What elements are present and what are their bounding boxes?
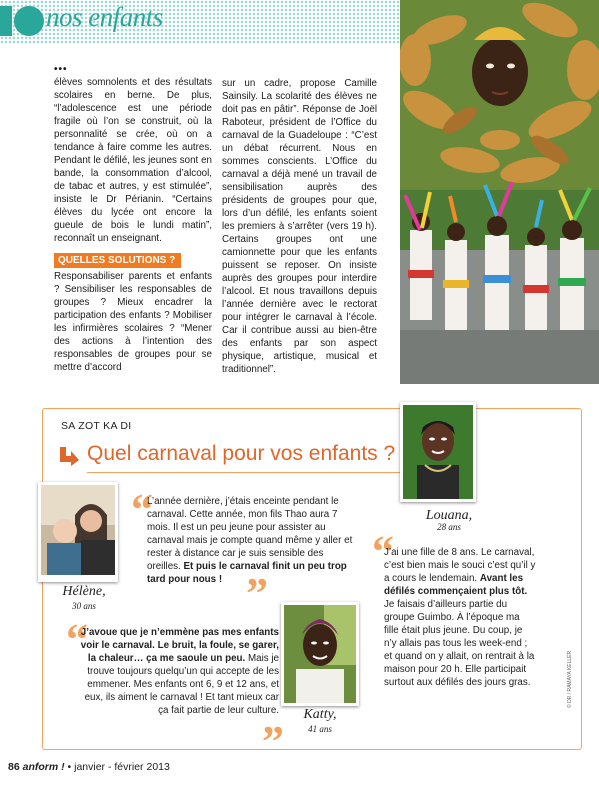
katty-portrait xyxy=(284,605,356,703)
louana-portrait xyxy=(403,405,473,499)
box-title: Quel carnaval pour vos enfants ? xyxy=(87,442,396,465)
quote-highlight: Et puis le carnaval finit un peu trop tard pour nous ! xyxy=(147,561,347,585)
person-age: 41 ans xyxy=(308,724,332,734)
article-paragraph: élèves somnolents et des résultats scolaires en berne. De plus, “l’adolescence est une période fragile où l’on se construit, où la personnalité se crée, où on a tendance à faire comme les autres. Pendant le défilé, les jeunes sont en bande, la consommation d’alcool, de tabac et autres, y est stimulée”, insiste le Dr Périanin. “Certains élèves du lycée ont encore la gueule de bois le lundi matin”, reconnaît un enseignant. xyxy=(54,77,212,244)
continuation-mark: ••• xyxy=(54,64,68,75)
quote-text: Mais je trouve toujours quelqu’un qui accepte de les emmener. Mes enfants ont 6, 9 et 12 ans, et eux, ils aiment le carnaval ! Et tant mieux car ça fait partie de leur culture. xyxy=(84,653,279,716)
page-footer xyxy=(8,761,170,773)
person-age: 28 ans xyxy=(437,522,461,532)
section-title: nos enfants xyxy=(46,2,163,32)
katty-photo xyxy=(281,602,359,706)
quote-highlight: Avant les défilés commençaient plus tôt. xyxy=(384,573,528,597)
arrow-down-right-icon xyxy=(57,445,81,467)
close-quote-mark: ” xyxy=(262,717,284,766)
helene-portrait xyxy=(41,485,115,575)
article-column-1 xyxy=(54,64,212,374)
header-accent-circle xyxy=(14,6,44,36)
louana-quote xyxy=(384,546,536,689)
issue-date: • janvier - février 2013 xyxy=(67,761,170,773)
quote-highlight: J’avoue que je n’emmène pas mes enfants voir le carnaval. Le bruit, la foule, se garer, la chaleur… ça me saoule un peu. xyxy=(80,627,279,664)
louana-photo xyxy=(400,402,476,502)
close-quote-mark: ” xyxy=(246,569,268,618)
article-paragraph: sur un cadre, propose Camille Sainsily. La scolarité des élèves ne doit pas en pâtir”. Réponse de Joël Raboteur, président de l’Office du carnaval de la Guadeloupe : “C’est un débat récurrent. Nous en sommes conscients. L’Office du carnaval a déjà mené un travail de sensibilisation auprès des présidents de groupes pour que, lors d’un défilé, les enfants soient les premiers à s’arrêter (vers 19 h). Certains groupes ont une camionnette pour que les enfants puissent se reposer. On insiste auprès des groupes pour interdire l’alcool. Et nous travaillons depuis l’année dernière avec le rectorat pour intégrer le carnaval à l’école. Car il contribue aussi au bien-être des enfants par son aspect physique, artistique, musical et traditionnel”. xyxy=(222,78,377,375)
person-name: Hélène, xyxy=(62,584,106,599)
person-age: 30 ans xyxy=(72,601,96,611)
photo-credit: © DR / RAMAYA KELLER xyxy=(567,650,573,708)
open-quote-mark: “ xyxy=(66,615,88,664)
open-quote-mark: “ xyxy=(372,527,394,576)
quote-text: J’ai une fille de 8 ans. Le carnaval, c’est bien mais le souci c’est qu’il y a cours le lendemain. xyxy=(384,547,536,584)
title-divider xyxy=(87,472,425,473)
section-heading: QUELLES SOLUTIONS ? xyxy=(54,253,181,268)
katty-quote xyxy=(74,626,279,717)
person-name: Louana, xyxy=(425,508,473,523)
quote-text: L’année dernière, j’étais enceinte pendant le carnaval. Cette année, mon fils Thao aura 7 mois. Il est un peu jeune pour assister au carnaval mais je compte quand même y aller et rester à distance car je suis sensible des oreilles. xyxy=(147,496,353,572)
carnival-photo-illustration xyxy=(400,0,599,384)
article-paragraph: Responsabiliser parents et enfants ? Sensibiliser les responsables de groupes ? Mieux encadrer la participation des enfants ? Mobiliser les infirmières scolaires ? “Mener des actions à l’intention des responsables de groupes pour se mettre d’accord xyxy=(54,271,212,373)
carnival-photo xyxy=(400,0,599,384)
magazine-brand: anform ! xyxy=(22,761,65,773)
header-accent-bar xyxy=(0,6,12,36)
page-number: 86 xyxy=(8,761,20,773)
person-name: Katty, xyxy=(303,707,337,722)
open-quote-mark: “ xyxy=(131,485,153,534)
article-column-2 xyxy=(222,77,377,376)
box-kicker: SA ZOT KA DI xyxy=(61,420,132,432)
helene-photo xyxy=(38,482,118,582)
quote-text: Je faisais d’ailleurs partie du groupe Guimbo. À l’époque ma fille était plus jeune. Du coup, je n’y allais pas tous les week-end ; et quand on y allait, on rentrait à la maison pour 20 h. Elle participait surtout aux défilés des jours gras. xyxy=(384,599,535,688)
